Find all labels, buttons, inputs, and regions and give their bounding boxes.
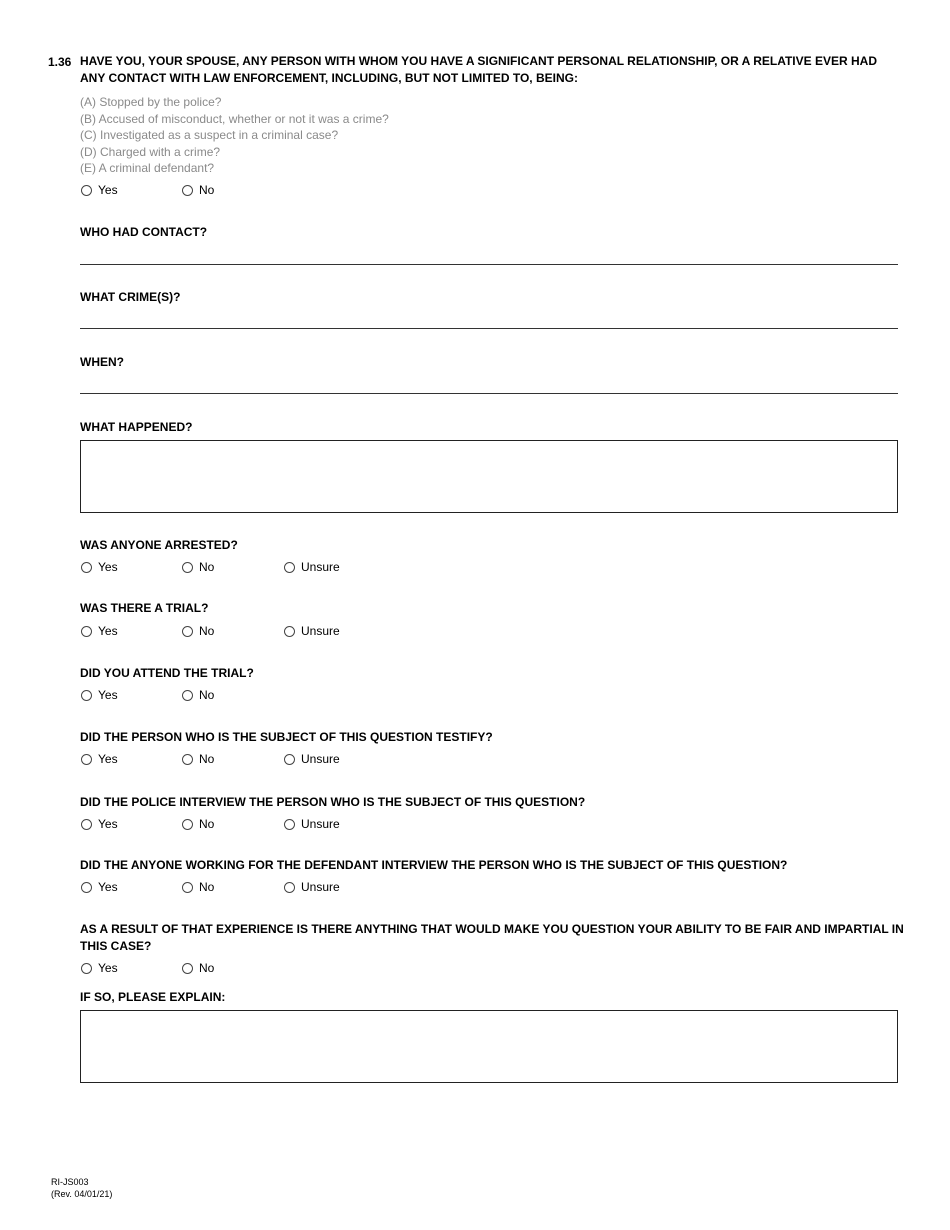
fair-impartial-label: AS A RESULT OF THAT EXPERIENCE IS THERE ANYTHING THAT WOULD MAKE YOU QUESTION YOUR ABILITY TO BE FAIR AND IMPARTIAL IN THIS CASE? xyxy=(80,922,904,953)
radio-circle-icon xyxy=(81,185,92,196)
crimes-label: WHAT CRIME(S)? xyxy=(80,290,181,304)
subitem-b: (B) Accused of misconduct, whether or not it was a crime? xyxy=(80,111,389,126)
defendant-interview-no-radio[interactable]: No xyxy=(182,880,214,894)
radio-circle-icon xyxy=(182,562,193,573)
fair-yes-radio[interactable]: Yes xyxy=(81,961,118,975)
trial-yes-radio[interactable]: Yes xyxy=(81,624,118,638)
arrested-unsure-radio[interactable]: Unsure xyxy=(284,560,340,574)
radio-circle-icon xyxy=(81,626,92,637)
police-interview-yes-radio[interactable]: Yes xyxy=(81,817,118,831)
subitem-list xyxy=(80,94,389,177)
explain-textarea[interactable] xyxy=(80,1010,898,1083)
police-interview-no-radio[interactable]: No xyxy=(182,817,214,831)
trial-label: WAS THERE A TRIAL? xyxy=(80,601,209,615)
radio-circle-icon xyxy=(182,882,193,893)
radio-circle-icon xyxy=(81,963,92,974)
trial-unsure-radio[interactable]: Unsure xyxy=(284,624,340,638)
fair-no-radio[interactable]: No xyxy=(182,961,214,975)
testify-yes-radio[interactable]: Yes xyxy=(81,752,118,766)
radio-circle-icon xyxy=(284,819,295,830)
subitem-d: (D) Charged with a crime? xyxy=(80,144,221,159)
arrested-label: WAS ANYONE ARRESTED? xyxy=(80,538,238,552)
happened-label: WHAT HAPPENED? xyxy=(80,420,193,434)
radio-circle-icon xyxy=(284,882,295,893)
who-label: WHO HAD CONTACT? xyxy=(80,225,208,239)
who-input-line[interactable] xyxy=(80,264,898,265)
crimes-input-line[interactable] xyxy=(80,328,898,329)
happened-textarea[interactable] xyxy=(80,440,898,513)
radio-circle-icon xyxy=(284,626,295,637)
radio-circle-icon xyxy=(182,185,193,196)
attend-yes-radio[interactable]: Yes xyxy=(81,688,118,702)
subitem-a: (A) Stopped by the police? xyxy=(80,95,222,109)
testify-no-radio[interactable]: No xyxy=(182,752,214,766)
attend-label: DID YOU ATTEND THE TRIAL? xyxy=(80,666,254,680)
defendant-interview-label: DID THE ANYONE WORKING FOR THE DEFENDANT INTERVIEW THE PERSON WHO IS THE SUBJECT OF THIS QUESTION? xyxy=(80,858,788,872)
contact-yes-radio[interactable]: Yes xyxy=(81,183,118,197)
defendant-interview-unsure-radio[interactable]: Unsure xyxy=(284,880,340,894)
form-revision: (Rev. 04/01/21) xyxy=(51,1189,113,1199)
form-id: RI-JS003 xyxy=(51,1177,89,1187)
police-interview-label: DID THE POLICE INTERVIEW THE PERSON WHO IS THE SUBJECT OF THIS QUESTION? xyxy=(80,795,586,809)
contact-no-radio[interactable]: No xyxy=(182,183,214,197)
radio-circle-icon xyxy=(182,754,193,765)
subitem-e: (E) A criminal defendant? xyxy=(80,161,215,175)
explain-label: IF SO, PLEASE EXPLAIN: xyxy=(80,990,226,1004)
radio-circle-icon xyxy=(81,754,92,765)
when-input-line[interactable] xyxy=(80,393,898,394)
testify-label: DID THE PERSON WHO IS THE SUBJECT OF THIS QUESTION TESTIFY? xyxy=(80,730,493,744)
radio-circle-icon xyxy=(81,819,92,830)
radio-circle-icon xyxy=(81,562,92,573)
testify-unsure-radio[interactable]: Unsure xyxy=(284,752,340,766)
subitem-c: (C) Investigated as a suspect in a criminal case? xyxy=(80,128,339,142)
radio-circle-icon xyxy=(182,963,193,974)
radio-circle-icon xyxy=(182,626,193,637)
police-interview-unsure-radio[interactable]: Unsure xyxy=(284,817,340,831)
radio-circle-icon xyxy=(81,690,92,701)
question-text: HAVE YOU, YOUR SPOUSE, ANY PERSON WITH WHOM YOU HAVE A SIGNIFICANT PERSONAL RELATIONSHIP, OR A RELATIVE EVER HAD ANY CONTACT WITH LAW ENFORCEMENT, INCLUDING, BUT NOT LIMITED TO, BEING: xyxy=(80,54,877,85)
radio-circle-icon xyxy=(182,819,193,830)
radio-circle-icon xyxy=(284,754,295,765)
radio-circle-icon xyxy=(81,882,92,893)
defendant-interview-yes-radio[interactable]: Yes xyxy=(81,880,118,894)
when-label: WHEN? xyxy=(80,355,124,369)
trial-no-radio[interactable]: No xyxy=(182,624,214,638)
footer xyxy=(51,1176,112,1200)
attend-no-radio[interactable]: No xyxy=(182,688,214,702)
arrested-no-radio[interactable]: No xyxy=(182,560,214,574)
arrested-yes-radio[interactable]: Yes xyxy=(81,560,118,574)
question-number: 1.36 xyxy=(48,55,72,69)
radio-circle-icon xyxy=(284,562,295,573)
radio-circle-icon xyxy=(182,690,193,701)
